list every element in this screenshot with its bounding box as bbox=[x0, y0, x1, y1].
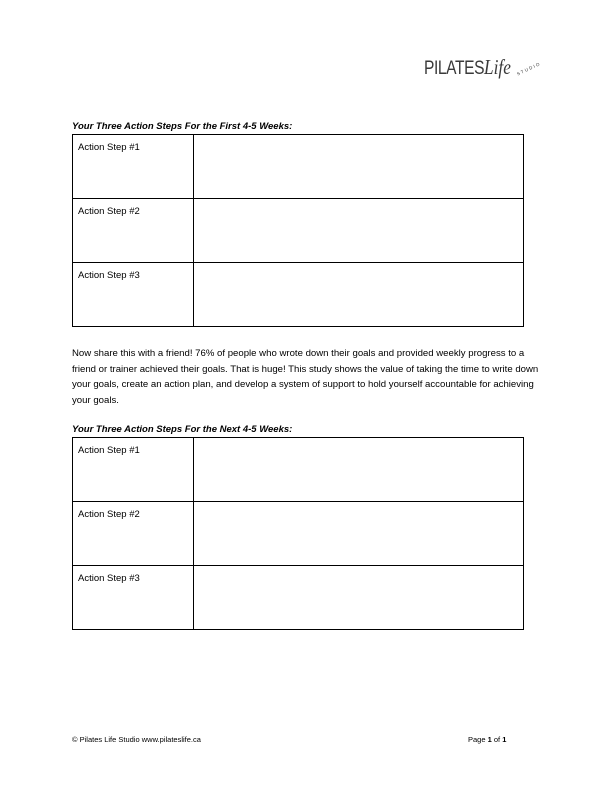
section2-title: Your Three Action Steps For the Next 4-5 Weeks: bbox=[72, 424, 293, 435]
page-prefix: Page bbox=[468, 735, 488, 744]
page-total: 1 bbox=[502, 735, 507, 744]
section1-title: Your Three Action Steps For the First 4-5 Weeks: bbox=[72, 121, 293, 132]
logo-main-text: PILATES bbox=[424, 58, 485, 79]
step-entry-field[interactable] bbox=[194, 438, 524, 502]
step-label: Action Step #2 bbox=[73, 502, 194, 566]
table-row bbox=[73, 135, 524, 199]
step-label: Action Step #3 bbox=[73, 263, 194, 327]
encouragement-paragraph: Now share this with a friend! 76% of people who wrote down their goals and provided weekly progress to a friend or trainer achieved their goals. That is huge! This study shows the value of taking the time to write down your goals, create an action plan, and develop a system of support to hold yourself accountable for achieving your goals. bbox=[72, 348, 539, 407]
step-entry-field[interactable] bbox=[194, 263, 524, 327]
page-of: of bbox=[491, 735, 503, 744]
section1-table bbox=[72, 134, 524, 327]
section2-table bbox=[72, 437, 524, 630]
table-row bbox=[73, 438, 524, 502]
table-row bbox=[73, 566, 524, 630]
step-entry-field[interactable] bbox=[194, 502, 524, 566]
step-entry-field[interactable] bbox=[194, 135, 524, 199]
table-row bbox=[73, 199, 524, 263]
logo-wordmark bbox=[424, 56, 511, 80]
table-row bbox=[73, 502, 524, 566]
step-label: Action Step #1 bbox=[73, 135, 194, 199]
step-label: Action Step #1 bbox=[73, 438, 194, 502]
studio-logo bbox=[424, 54, 544, 88]
logo-script-text: Life bbox=[484, 55, 511, 79]
step-label: Action Step #2 bbox=[73, 199, 194, 263]
footer-copyright: © Pilates Life Studio www.pilateslife.ca bbox=[72, 735, 201, 744]
logo-sub-text: STUDIO bbox=[516, 61, 542, 77]
step-entry-field[interactable] bbox=[194, 566, 524, 630]
table-row bbox=[73, 263, 524, 327]
step-label: Action Step #3 bbox=[73, 566, 194, 630]
page-number bbox=[468, 735, 506, 745]
page-current: 1 bbox=[487, 735, 492, 744]
step-entry-field[interactable] bbox=[194, 199, 524, 263]
